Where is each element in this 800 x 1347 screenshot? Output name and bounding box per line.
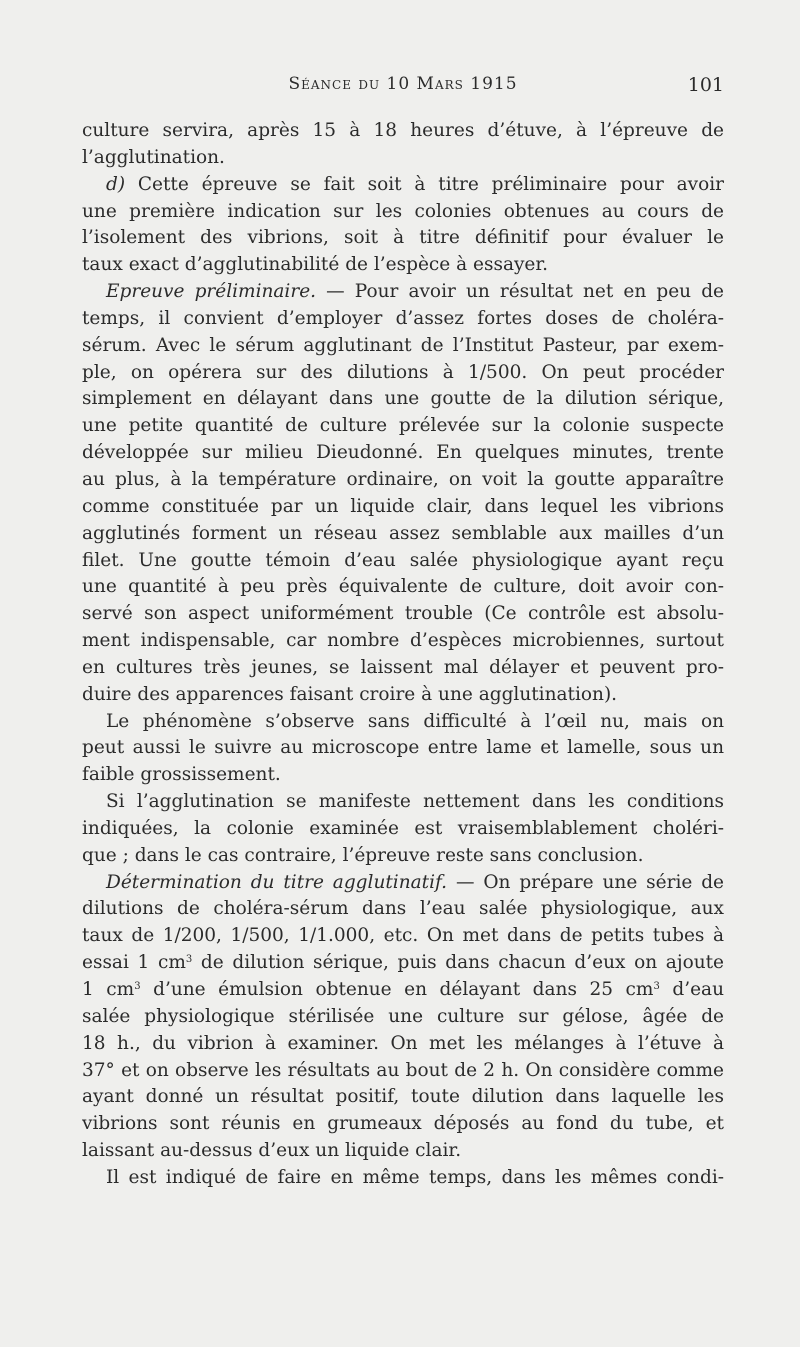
text-line bbox=[82, 118, 724, 145]
text-line bbox=[82, 306, 724, 333]
text-line bbox=[82, 601, 724, 628]
text-line bbox=[82, 279, 724, 306]
page-number: 101 bbox=[687, 74, 724, 96]
text-line bbox=[82, 252, 724, 279]
text-run: une quantité à peu près équivalente de culture, doit avoir con- bbox=[82, 576, 724, 598]
text-line bbox=[82, 225, 724, 252]
text-line bbox=[82, 548, 724, 575]
text-run: au plus, à la température ordinaire, on voit la goutte apparaître bbox=[82, 468, 724, 490]
text-run: filet. Une goutte témoin d’eau salée physiologique ayant reçu bbox=[82, 549, 724, 571]
text-run: ple, on opérera sur des dilutions à 1/500. On peut procéder bbox=[82, 361, 724, 383]
italic-run: Epreuve préliminaire. bbox=[106, 281, 317, 303]
running-title: Séance du 10 Mars 1915 bbox=[288, 74, 518, 94]
text-line bbox=[82, 467, 724, 494]
text-run: une première indication sur les colonies obtenues au cours de bbox=[82, 200, 724, 222]
text-line bbox=[82, 950, 724, 977]
text-line bbox=[82, 1138, 724, 1165]
text-run: sérum. Avec le sérum agglutinant de l’Institut Pasteur, par exem- bbox=[82, 334, 724, 356]
text-run: culture servira, après 15 à 18 heures d’étuve, à l’épreuve de bbox=[82, 120, 724, 141]
text-run: Cette épreuve se fait soit à titre préliminaire pour avoir bbox=[125, 173, 724, 195]
text-line bbox=[82, 360, 724, 387]
text-line bbox=[82, 1084, 724, 1111]
text-run: Il est indiqué de faire en même temps, dans les mêmes condi- bbox=[106, 1166, 724, 1188]
text-run: essai 1 cm bbox=[82, 952, 186, 974]
text-run: faible grossissement. bbox=[82, 764, 281, 786]
text-run: une petite quantité de culture prélevée sur la colonie suspecte bbox=[82, 415, 724, 437]
text-line bbox=[82, 789, 724, 816]
text-run: développée sur milieu Dieudonné. En quelques minutes, trente bbox=[82, 442, 724, 464]
text-line bbox=[82, 172, 724, 199]
text-line bbox=[82, 816, 724, 843]
text-line bbox=[82, 521, 724, 548]
text-line bbox=[82, 870, 724, 897]
text-run: agglutinés forment un réseau assez semblable aux mailles d’un bbox=[82, 522, 724, 544]
text-line bbox=[82, 923, 724, 950]
text-run: Le phénomène s’observe sans difficulté à l’œil nu, mais on bbox=[106, 710, 724, 732]
text-run: peut aussi le suivre au microscope entre lame et lamelle, sous un bbox=[82, 737, 724, 759]
superscript: 3 bbox=[134, 981, 141, 992]
text-line bbox=[82, 628, 724, 655]
text-line bbox=[82, 762, 724, 789]
text-run: taux de 1/200, 1/500, 1/1.000, etc. On met dans de petits tubes à bbox=[82, 925, 724, 947]
text-run: — On prépare une série de bbox=[447, 871, 724, 893]
text-run: d’une émulsion obtenue en délayant dans 25 cm bbox=[140, 979, 654, 1000]
superscript: 3 bbox=[653, 981, 660, 992]
text-run: temps, il convient d’employer d’assez fortes doses de choléra- bbox=[82, 307, 724, 329]
text-run: d’eau bbox=[659, 979, 724, 1000]
text-run: vibrions sont réunis en grumeaux déposés au fond du tube, et bbox=[82, 1113, 724, 1135]
text-run: simplement en délayant dans une goutte de la dilution sérique, bbox=[82, 388, 724, 410]
text-run: l’isolement des vibrions, soit à titre définitif pour évaluer le bbox=[82, 227, 724, 249]
text-line bbox=[82, 333, 724, 360]
text-run: laissant au-dessus d’eux un liquide clair. bbox=[82, 1140, 462, 1162]
text-run: comme constituée par un liquide clair, dans lequel les vibrions bbox=[82, 495, 724, 517]
text-run: 37° et on observe les résultats au bout de 2 h. On considère comme bbox=[82, 1059, 724, 1081]
text-run: taux exact d’agglutinabilité de l’espèce à essayer. bbox=[82, 254, 549, 276]
text-line bbox=[82, 440, 724, 467]
text-line bbox=[82, 655, 724, 682]
text-run: duire des apparences faisant croire à une agglutination). bbox=[82, 683, 618, 705]
text-line bbox=[82, 709, 724, 736]
text-line bbox=[82, 145, 724, 172]
text-run: que ; dans le cas contraire, l’épreuve reste sans conclusion. bbox=[82, 844, 644, 866]
superscript: 3 bbox=[185, 954, 193, 966]
text-line bbox=[82, 386, 724, 413]
text-line bbox=[82, 1031, 724, 1058]
text-line bbox=[82, 682, 724, 709]
text-line bbox=[82, 1058, 724, 1085]
text-run: de dilution sérique, puis dans chacun d’eux on ajoute bbox=[192, 952, 724, 974]
text-line bbox=[82, 977, 724, 1004]
text-run: indiquées, la colonie examinée est vraisemblablement choléri- bbox=[82, 817, 724, 839]
text-run: l’agglutination. bbox=[82, 146, 225, 168]
text-run: — Pour avoir un résultat net en peu de bbox=[316, 281, 724, 303]
text-line bbox=[82, 735, 724, 762]
text-run: salée physiologique stérilisée une culture sur gélose, âgée de bbox=[82, 1005, 724, 1027]
italic-run: d) bbox=[106, 173, 126, 195]
text-run: Si l’agglutination se manifeste nettement dans les conditions bbox=[106, 791, 724, 813]
text-line bbox=[82, 896, 724, 923]
text-run: servé son aspect uniformément trouble (Ce contrôle est absolu- bbox=[82, 603, 724, 625]
text-line bbox=[82, 199, 724, 226]
text-run: ayant donné un résultat positif, toute dilution dans laquelle les bbox=[82, 1086, 724, 1108]
text-run: en cultures très jeunes, se laissent mal délayer et peuvent pro- bbox=[82, 656, 724, 678]
text-line bbox=[82, 413, 724, 440]
text-line bbox=[82, 843, 724, 870]
body-text bbox=[82, 118, 724, 1192]
text-line bbox=[82, 1004, 724, 1031]
text-line bbox=[82, 1165, 724, 1192]
italic-run: Détermination du titre agglutinatif. bbox=[106, 871, 448, 893]
text-run: dilutions de choléra-sérum dans l’eau salée physiologique, aux bbox=[82, 898, 724, 920]
text-line bbox=[82, 574, 724, 601]
text-run: 1 cm bbox=[82, 979, 135, 1000]
text-line bbox=[82, 494, 724, 521]
text-line bbox=[82, 1111, 724, 1138]
text-run: ment indispensable, car nombre d’espèces microbiennes, surtout bbox=[82, 630, 724, 652]
text-run: 18 h., du vibrion à examiner. On met les mélanges à l’étuve à bbox=[82, 1032, 724, 1054]
page-header bbox=[82, 74, 724, 104]
